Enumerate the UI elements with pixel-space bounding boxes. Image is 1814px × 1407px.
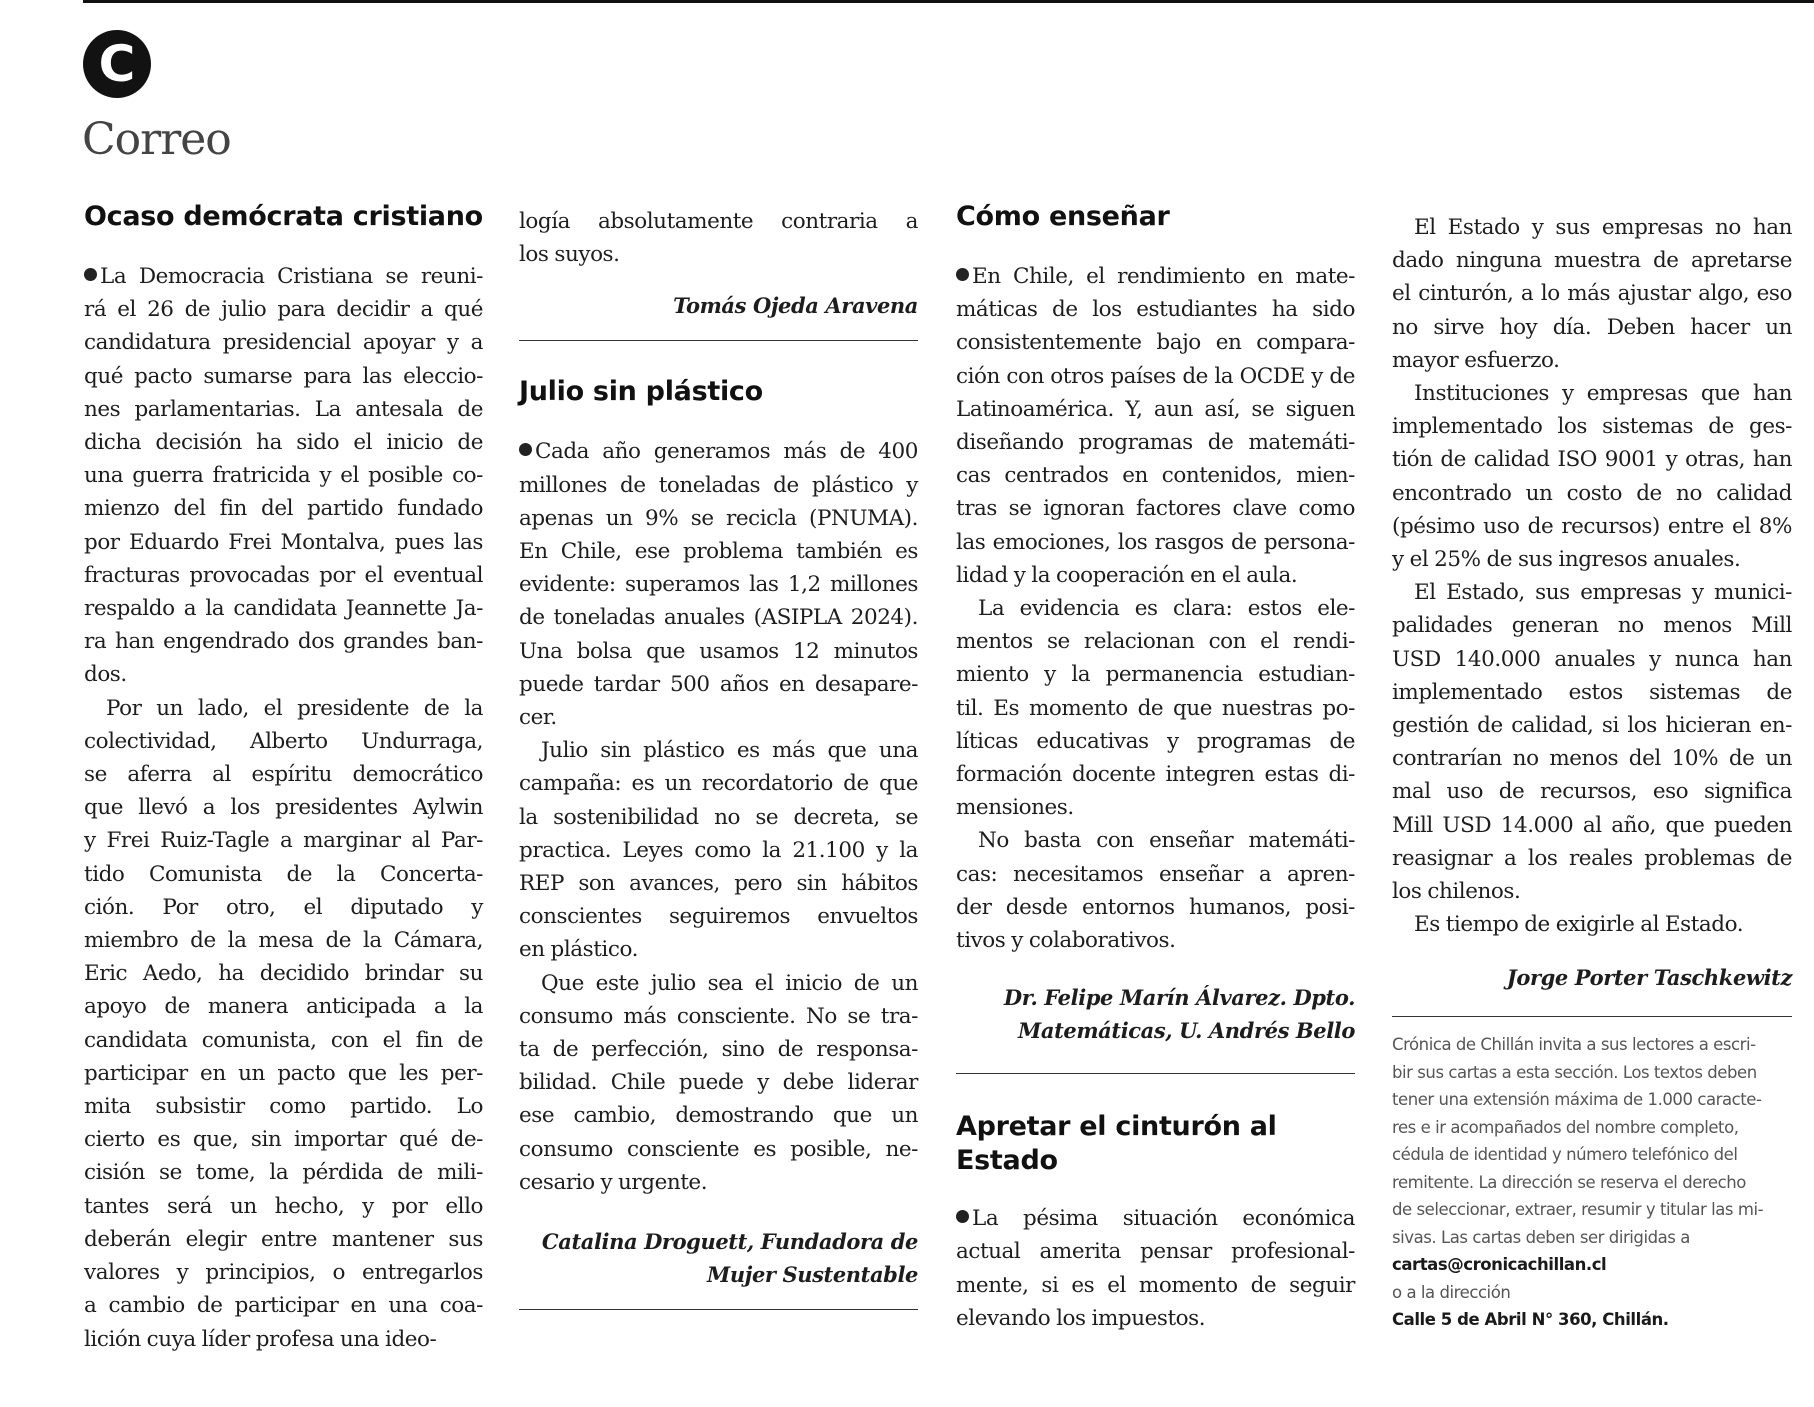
letter-paragraph [84,260,483,692]
letter-paragraph [1392,377,1792,576]
text-line: La evidencia es clara: estos ele- [978,596,1355,622]
text-line: ta de perfección, sino de responsa- [519,1037,918,1063]
note-line: de seleccionar, extraer, resumir y titular las mi- [1392,1200,1764,1220]
text-line: participar en un pacto que les per- [84,1060,483,1086]
text-line: En Chile, el rendimiento en mate- [956,260,1355,293]
text-line: dos. [84,662,127,688]
text-line: formación docente integren estas di- [956,762,1355,788]
text-line: ese cambio, demostrando que un [519,1103,918,1129]
text-line: ción. Por otro, el diputado y [84,894,483,920]
text-line: mal uso de recursos, eso significa [1392,779,1792,805]
text-line: respaldo a la candidata Jeannette Ja- [84,596,483,622]
text-line: Dr. Felipe Marín Álvarez. Dpto. [1003,985,1355,1011]
text-line: contrarían no menos del 10% de un [1392,746,1792,772]
submission-email[interactable]: cartas@cronicachillan.cl [1392,1255,1607,1275]
text-line: tras se ignoran factores clave como [956,496,1355,522]
letter-title: Ocaso demócrata cristiano [84,201,483,232]
text-line: el cinturón, a lo más ajustar algo, eso [1392,281,1792,307]
text-line: mensiones. [956,795,1074,821]
submission-note [1392,1031,1792,1334]
text-line: que llevó a los presidentes Aylwin [84,795,483,821]
note-line: sivas. Las cartas deben ser dirigidas a [1392,1227,1690,1247]
letter-paragraph [519,435,918,734]
text-line: los suyos. [519,242,620,268]
text-line: Mujer Sustentable [707,1262,918,1288]
text-line: por Eduardo Frei Montalva, pues las [84,529,483,555]
section-title: Correo [82,114,231,165]
text-line: a cambio de participar en una coa- [84,1293,483,1319]
text-line: consumo más consciente. No se tra- [519,1003,918,1029]
text-line: cierto es que, sin importar qué de- [84,1127,483,1153]
letter-title [956,1110,1355,1178]
top-rule [83,0,1814,3]
text-line: encontrado un costo de no calidad [1392,480,1792,506]
submission-address: Calle 5 de Abril N° 360, Chillán. [1392,1310,1669,1330]
text-line: en plástico. [519,937,638,963]
letter-signature [956,981,1355,1047]
text-line: dicha decisión ha sido el inicio de [84,430,483,456]
note-line: res e ir acompañados del nombre completo, [1392,1117,1739,1137]
text-line: consumo consciente es posible, ne- [519,1136,918,1162]
column-3 [956,200,1355,1335]
text-line: La pésima situación económica [956,1202,1355,1235]
text-line: candidatura presidencial apoyar y a [84,330,483,356]
text-line: Por un lado, el presidente de la [106,695,483,721]
text-line: millones de toneladas de plástico y [519,472,918,498]
letter-paragraph [519,734,918,966]
bullet-icon [956,1210,969,1223]
text-line: El Estado, sus empresas y munici- [1414,580,1792,606]
text-line: tido Comunista de la Concerta- [84,861,483,887]
text-line: elevando los impuestos. [956,1305,1206,1331]
letter-signature: Jorge Porter Taschkewitz [1506,965,1792,991]
text-line: líticas educativas y programas de [956,728,1355,754]
note-line: tener una extensión máxima de 1.000 caracte- [1392,1090,1762,1110]
text-line: actual amerita pensar profesional- [956,1239,1355,1265]
text-line: fracturas provocadas por el eventual [84,562,483,588]
letter-signature: Tomás Ojeda Aravena [673,293,918,319]
text-line: candidata comunista, con el fin de [84,1027,483,1053]
text-line: logía absolutamente contraria a [519,209,918,234]
letter-paragraph [956,1202,1355,1335]
text-line: dado ninguna muestra de apretarse [1392,248,1792,274]
text-line: Una bolsa que usamos 12 minutos [519,638,918,664]
note-line: remitente. La dirección se reserva el derecho [1392,1172,1746,1192]
text-line: Cada año generamos más de 400 [519,435,918,468]
text-line: la sostenibilidad no se decreta, se [519,804,918,830]
text-line: No basta con enseñar matemáti- [978,828,1355,854]
note-line: bir sus cartas a esta sección. Los textos deben [1392,1062,1757,1082]
text-line: diseñando programas de matemáti- [956,430,1355,456]
note-line: Crónica de Chillán invita a sus lectores a escri- [1392,1035,1756,1055]
text-line: bilidad. Chile puede y debe liderar [519,1070,918,1096]
text-line: campaña: es un recordatorio de que [519,771,918,797]
text-line: Estado [956,1145,1058,1177]
text-line: tión de calidad ISO 9001 y otras, han [1392,447,1792,473]
text-line: tivos y colaborativos. [956,928,1176,954]
letter-signature [519,1225,918,1291]
text-line: cisión se tome, la pérdida de mili- [84,1160,483,1186]
text-line: practica. Leyes como la 21.100 y la [519,837,918,863]
text-line: lición cuya líder profesa una ideo- [84,1326,437,1352]
text-line: (pésimo uso de recursos) entre el 8% [1392,513,1792,539]
text-line: los chilenos. [1392,879,1521,905]
text-line: evidente: superamos las 1,2 millones [519,572,918,598]
text-line: valores y principios, o entregarlos [84,1260,483,1286]
text-line: de toneladas anuales (ASIPLA 2024). [519,605,918,631]
letter-title: Cómo enseñar [956,201,1170,232]
text-line: una guerra fratricida y el posible co- [84,463,483,489]
text-line: implementado estos sistemas de [1392,679,1792,705]
text-line: REP son avances, pero sin hábitos [519,871,918,897]
text-line: se aferra al espíritu democrático [84,762,483,788]
text-line: mente, si es el momento de seguir [956,1272,1355,1298]
text-line: gestión de calidad, si los hicieran en- [1392,713,1792,739]
text-line: Catalina Droguett, Fundadora de [541,1229,918,1255]
text-line: Matemáticas, U. Andrés Bello [1018,1018,1355,1044]
text-line: Latinoamérica. Y, aun así, se siguen [956,396,1355,422]
text-line: las emociones, los rasgos de persona- [956,529,1355,555]
letter-divider [519,1309,918,1310]
column-1 [84,200,483,1356]
text-line: implementado los sistemas de ges- [1392,414,1792,440]
text-line: qué pacto sumarse para las eleccio- [84,363,483,389]
text-line: mentos se relacionan con el rendi- [956,629,1355,655]
text-line: tantes será un hecho, y por ello [84,1193,483,1219]
submission-address-intro: o a la dirección [1392,1282,1511,1302]
text-line: ra han engendrado dos grandes ban- [84,629,483,655]
text-line: y Frei Ruiz-Tagle a marginar al Par- [84,828,483,854]
letter-paragraph [1392,211,1792,377]
bullet-icon [519,443,532,456]
text-line: y el 25% de sus ingresos anuales. [1392,547,1741,573]
text-line: Instituciones y empresas que han [1414,381,1792,407]
text-line: apenas un 9% se recicla (PNUMA). [519,505,918,531]
text-line: Julio sin plástico es más que una [541,738,918,764]
text-line: Eric Aedo, ha decidido brindar su [84,961,483,987]
text-line: mienzo del fin del partido fundado [84,496,483,522]
letter-paragraph: Es tiempo de exigirle al Estado. [1414,912,1744,938]
letter-paragraph [956,592,1355,824]
letter-body [84,260,483,1356]
letter-title: Julio sin plástico [519,376,763,408]
text-line: der desde entornos humanos, posi- [956,894,1355,920]
text-line: En Chile, ese problema también es [519,539,918,565]
bullet-icon [956,268,969,281]
text-line: El Estado y sus empresas no han [1414,215,1792,240]
text-line: USD 140.000 anuales y nunca han [1392,646,1792,672]
text-line: nes parlamentarias. La antesala de [84,396,483,422]
letter-paragraph [1392,576,1792,908]
text-line: miento y la permanencia estudian- [956,662,1355,688]
text-line: lidad y la cooperación en el aula. [956,562,1298,588]
bullet-icon [84,268,97,281]
letter-paragraph [519,967,918,1199]
text-line: conscientes seguiremos envueltos [519,904,918,930]
text-line: consistentemente bajo en compara- [956,330,1355,356]
text-line: Que este julio sea el inicio de un [541,970,918,996]
text-line: Mill USD 14.000 al año, que pueden [1392,812,1792,838]
text-line: reasignar a los reales problemas de [1392,845,1792,871]
letter-paragraph [956,824,1355,957]
section-logo: C [83,30,151,98]
submission-note-text [1392,1031,1792,1251]
text-line: cas: necesitamos enseñar a apren- [956,861,1355,887]
text-line: ción con otros países de la OCDE y de [956,363,1355,389]
text-line: cesario y urgente. [519,1169,708,1195]
column-2 [519,205,918,1310]
text-line: colectividad, Alberto Undurraga, [84,728,483,754]
letter-paragraph [84,692,483,1356]
text-line: cas centrados en contenidos, mien- [956,463,1355,489]
text-line: miembro de la mesa de la Cámara, [84,928,483,954]
text-line: cer. [519,705,557,731]
text-line: mita subsistir como partido. Lo [84,1094,483,1120]
text-line: apoyo de manera anticipada a la [84,994,483,1020]
text-line: til. Es momento de que nuestras po- [956,695,1355,721]
text-line: máticas de los estudiantes ha sido [956,297,1355,323]
letter-paragraph [956,260,1355,592]
text-line: mayor esfuerzo. [1392,347,1560,373]
text-line: La Democracia Cristiana se reuni- [84,260,483,293]
text-line: rá el 26 de julio para decidir a qué [84,297,483,323]
text-line: puede tardar 500 años en desapare- [519,671,918,697]
letter-paragraph-continued [519,205,918,271]
note-line: cédula de identidad y número telefónico del [1392,1145,1738,1165]
text-line: deberán elegir entre mantener sus [84,1226,483,1252]
column-4 [1392,211,1792,1334]
text-line: palidades generan no menos Mill [1392,613,1792,639]
text-line: no sirve hoy día. Deben hacer un [1392,314,1792,340]
text-line: Apretar el cinturón al [956,1111,1277,1143]
